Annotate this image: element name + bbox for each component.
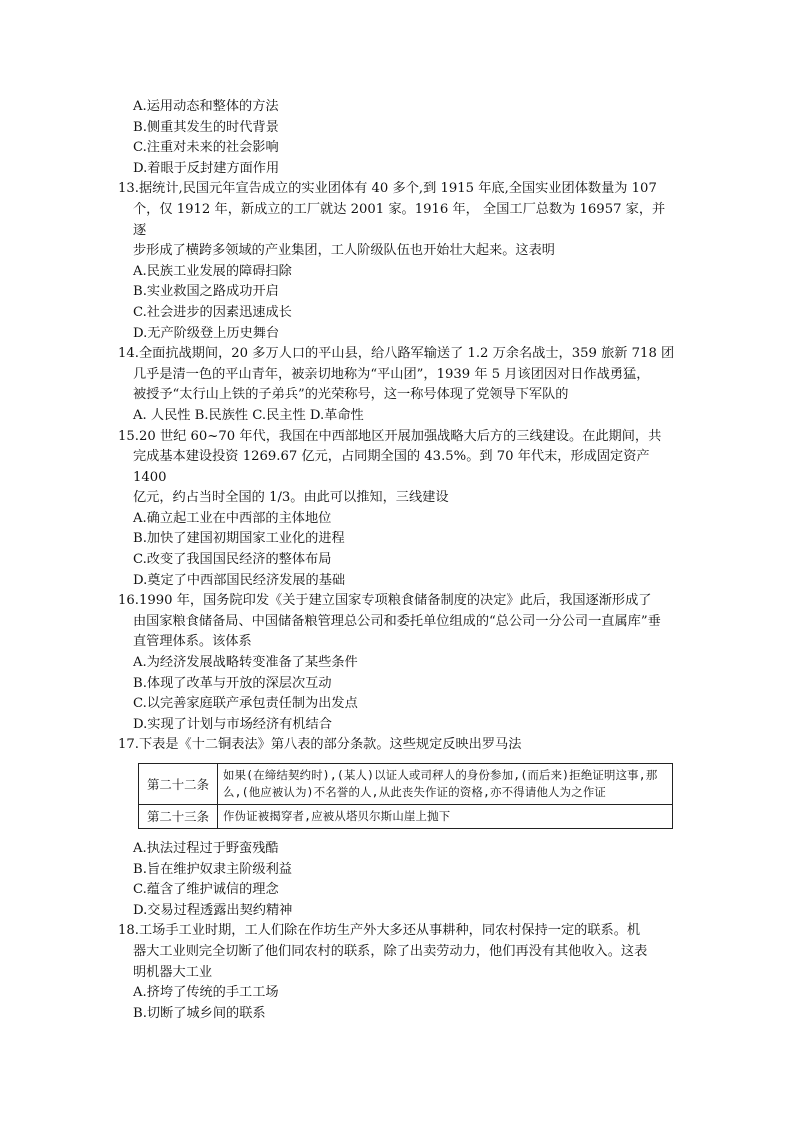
stem-line: 完成基本建设投资 1269.67 亿元，占同期全国的 43.5%。到 70 年代末，形成固定资产 1400: [133, 449, 650, 485]
stem-line: 17.下表是《十二铜表法》第八表的部分条款。这些规定反映出罗马法: [118, 737, 522, 753]
option-row: A. 人民性 B.民族性 C.民主性 D.革命性: [133, 407, 364, 423]
option-b: B.旨在维护奴隶主阶级利益: [133, 861, 292, 877]
question-18: [118, 921, 678, 1024]
option-b: B.侧重其发生的时代背景: [133, 119, 279, 135]
question-stem: [118, 179, 678, 261]
question-stem: [118, 735, 678, 756]
option-b: B.切断了城乡间的联系: [133, 1005, 266, 1021]
option-a: A.民族工业发展的障碍扫除: [133, 263, 292, 279]
stem-line: 个，仅 1912 年，新成立的工厂就达 2001 家。1916 年， 全国工厂总数为 16957 家，并逐: [133, 201, 666, 238]
stem-line: 直管理体系。该体系: [133, 634, 252, 650]
question-14: [118, 344, 678, 426]
option-c: C.改变了我国国民经济的整体布局: [133, 552, 332, 568]
option-c: C.注重对未来的社会影响: [133, 140, 279, 156]
law-clauses-table: [138, 763, 673, 829]
option-c: C.以完善家庭联产承包责任制为出发点: [133, 696, 358, 712]
clause-label: 第二十三条: [139, 805, 218, 829]
option-a: A.挤垮了传统的手工工场: [133, 985, 279, 1001]
option-a: A.为经济发展战略转变准备了某些条件: [133, 655, 358, 671]
stem-line: 13.据统计,民国元年宣告成立的实业团体有 40 多个,到 1915 年底,全国实业团体数量为 107: [118, 181, 657, 197]
stem-line: 步形成了横跨多领域的产业集团，工人阶级队伍也开始壮大起来。这表明: [133, 243, 555, 259]
question-16: [118, 591, 678, 735]
option-b: B.实业救国之路成功开启: [133, 284, 279, 300]
question-stem: [118, 344, 678, 406]
table-row: [139, 805, 673, 829]
option-d: D.奠定了中西部国民经济发展的基础: [133, 572, 346, 588]
clause-text: 如果(在缔结契约时),(某人)以证人或司秤人的身份参加,(而后来)拒绝证明这事,那么,(他应被认为)不名誉的人,从此丧失作证的资格,亦不得请他人为之作证: [218, 764, 673, 805]
question-stem: [118, 921, 678, 983]
stem-line: 由国家粮食储备局、中国储备粮管理总公司和委托单位组成的“总公司一分公司一直属库”垂: [133, 613, 661, 629]
stem-line: 器大工业则完全切断了他们同农村的联系，除了出卖劳动力，他们再没有其他收入。这表: [133, 943, 648, 959]
table-row: [139, 764, 673, 805]
option-d: D.实现了计划与市场经济有机结合: [133, 716, 332, 732]
option-d: D.交易过程透露出契约精神: [133, 902, 293, 918]
stem-line: 亿元，约占当时全国的 1/3。由此可以推知，三线建设: [133, 490, 449, 506]
question-15: [118, 427, 678, 592]
option-c: C.社会进步的因素迅速成长: [133, 304, 292, 320]
stem-line: 被授予“太行山上铁的子弟兵”的光荣称号，这一称号体现了党领导下军队的: [133, 387, 569, 403]
option-d: D.着眼于反封建方面作用: [133, 160, 280, 176]
stem-line: 18.工场手工业时期，工人们除在作坊生产外大多还从事耕种，同农村保持一定的联系。机: [118, 923, 641, 939]
stem-line: 明机器大工业: [133, 964, 213, 980]
question-stem: [118, 591, 678, 653]
option-a: A.运用动态和整体的方法: [133, 99, 279, 114]
stem-line: 几乎是清一色的平山青年，被亲切地称为“平山团”，1939 年 5 月该团因对日作战勇猛，: [133, 366, 650, 382]
question-12-options: [118, 97, 678, 179]
clause-label: 第二十二条: [139, 764, 218, 805]
option-b: B.加快了建国初期国家工业化的进程: [133, 531, 345, 547]
option-c: C.蕴含了维护诚信的理念: [133, 882, 279, 898]
question-13: [118, 179, 678, 344]
option-d: D.无产阶级登上历史舞台: [133, 325, 280, 341]
stem-line: 14.全面抗战期间，20 多万人口的平山县，给八路军输送了 1.2 万余名战士，359 旅新 718 团: [118, 346, 675, 362]
option-a: A.确立起工业在中西部的主体地位: [133, 510, 332, 526]
stem-line: 16.1990 年，国务院印发《关于建立国家专项粮食储备制度的决定》此后，我国逐渐形成了: [118, 593, 652, 609]
stem-line: 15.20 世纪 60~70 年代，我国在中西部地区开展加强战略大后方的三线建设。在此期间，共: [118, 428, 662, 444]
option-b: B.体现了改革与开放的深层次互动: [133, 675, 332, 691]
page-content: [118, 97, 678, 1024]
clause-text: 作伪证被揭穿者,应被从塔贝尔斯山崖上抛下: [218, 805, 673, 829]
question-stem: [118, 427, 678, 509]
option-a: A.执法过程过于野蛮残酷: [133, 841, 279, 856]
question-17: [118, 735, 678, 921]
